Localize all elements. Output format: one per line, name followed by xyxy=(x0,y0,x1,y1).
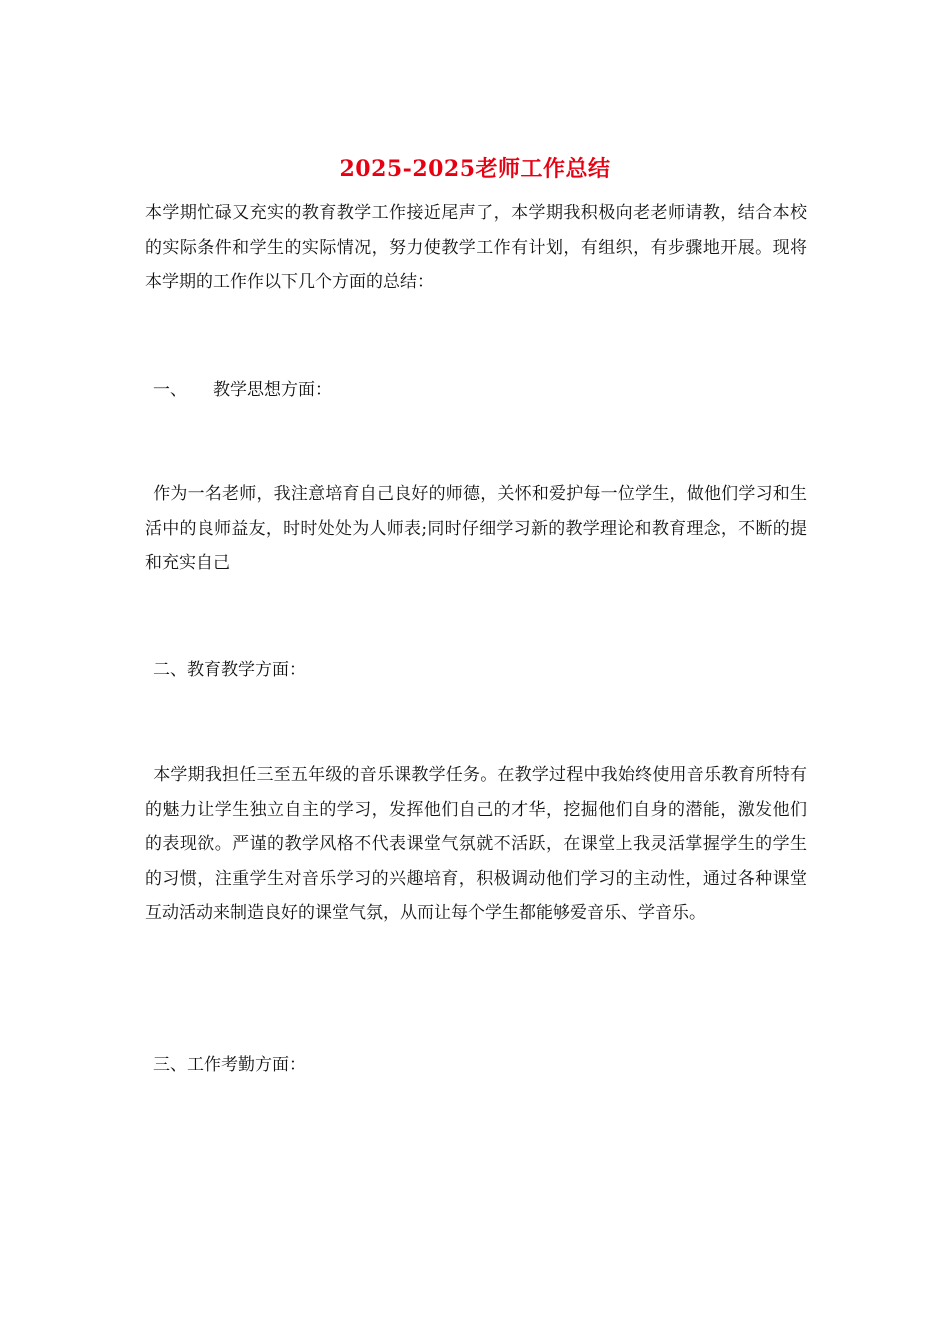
section-2-body: 本学期我担任三至五年级的音乐课教学任务。在教学过程中我始终使用音乐教育所特有的魅力让学生独立自主的学习，发挥他们自己的才华，挖掘他们自身的潜能，激发他们的表现欲。严谨的教学风格不代表课堂气氛就不活跃，在课堂上我灵活掌握学生的学生的习惯，注重学生对音乐学习的兴趣培育，积极调动他们学习的主动性，通过各种课堂互动活动来制造良好的课堂气氛，从而让每个学生都能够爱音乐、学音乐。 xyxy=(145,765,807,923)
section-1-number: 一、 xyxy=(153,380,187,400)
section-2-heading: 二、教育教学方面： xyxy=(153,660,306,680)
section-1-body-wrapper xyxy=(145,477,807,581)
section-2-body-wrapper xyxy=(145,758,807,931)
section-3-heading: 三、工作考勤方面： xyxy=(153,1055,306,1075)
section-1-body: 作为一名老师，我注意培育自己良好的师德，关怀和爱护每一位学生，做他们学习和生活中的良师益友，时时处处为人师表;同时仔细学习新的教学理论和教育理念，不断的提和充实自己 xyxy=(145,484,807,573)
intro-paragraph: 本学期忙碌又充实的教育教学工作接近尾声了，本学期我积极向老老师请教，结合本校的实际条件和学生的实际情况，努力使教学工作有计划，有组织，有步骤地开展。现将本学期的工作作以下几个方面的总结： xyxy=(145,203,807,292)
section-1-title: 教学思想方面： xyxy=(213,380,332,400)
document-title: 2025-2025老师工作总结 xyxy=(339,156,611,182)
section-1-heading xyxy=(153,373,332,407)
